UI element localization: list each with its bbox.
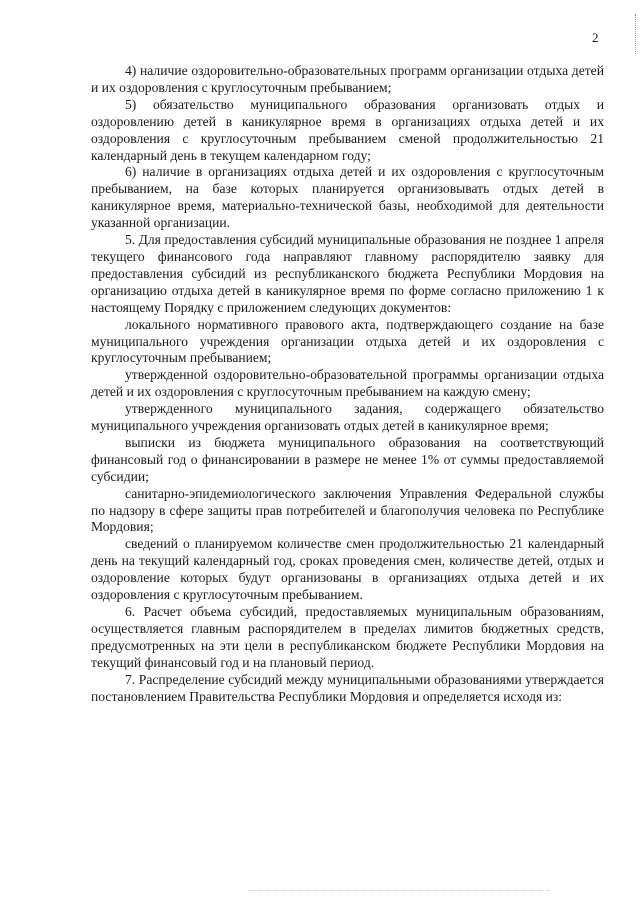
paragraph-clause-5: 5. Для предоставления субсидий муниципальные образования не позднее 1 апреля текущего финансового года направляют главному распорядителю заявку для предоставления субсидий из республиканского бюджета Республики Мордовия на организацию отдыха детей в каникулярное время по форме согласно приложению 1 к настоящему Порядку с приложением следующих документов: (91, 232, 604, 315)
scan-edge-marks (632, 14, 636, 54)
paragraph-item-5: 5) обязательство муниципального образования организовать отдых и оздоровлению детей в каникулярное время в организациях отдыха детей и их оздоровления с круглосуточным пребыванием сменой продолжительностью 21 календарный день в текущем календарном году; (91, 96, 604, 163)
paragraph-item-4: 4) наличие оздоровительно-образовательных программ организации отдыха детей и их оздоровления с круглосуточным пребыванием; (91, 63, 604, 95)
paragraph-document-local-act: локального нормативного правового акта, подтверждающего создание на базе муниципального учреждения организации отдыха детей и их оздоровления с круглосуточным пребыванием; (91, 316, 604, 366)
scan-bottom-specks (250, 890, 550, 892)
document-body (91, 63, 604, 705)
paragraph-clause-7: 7. Распределение субсидий между муниципальными образованиями утверждается постановлением Правительства Республики Мордовия и определяется исходя из: (91, 671, 604, 704)
paragraph-clause-6: 6. Расчет объема субсидий, предоставляемых муниципальным образованиям, осуществляется главным распорядителем в пределах лимитов бюджетных средств, предусмотренных на эти цели в республиканском бюджете Республики Мордовия на текущий финансовый год и на плановый период. (91, 604, 604, 670)
paragraph-item-6: 6) наличие в организациях отдыха детей и их оздоровления с круглосуточным пребыванием, на базе которых планируется организовывать отдых детей в каникулярное время, материально-технической базы, необходимой для деятельности указанной организации. (91, 164, 604, 231)
page-number: 2 (592, 30, 599, 45)
paragraph-document-sanitary-conclusion: санитарно-эпидемиологического заключения Управления Федеральной службы по надзору в сфере защиты прав потребителей и благополучия человека по Республике Мордовия; (91, 485, 604, 535)
paragraph-document-municipal-task: утвержденного муниципального задания, содержащего обязательство муниципального учреждения организовать отдых детей в каникулярное время; (91, 401, 604, 434)
paragraph-document-budget-extract: выписки из бюджета муниципального образования на соответствующий финансовый год о финансировании в размере не менее 1% от суммы предоставляемой субсидии; (91, 434, 604, 484)
paragraph-document-program: утвержденной оздоровительно-образовательной программы организации отдыха детей и их оздоровления с круглосуточным пребыванием на каждую смену; (91, 367, 604, 400)
paragraph-document-shift-info: сведений о планируемом количестве смен продолжительностью 21 календарный день на текущий календарный год, сроках проведения смен, количестве детей, отдых и оздоровление которых будут организованы в организациях отдыха детей и их оздоровления с круглосуточным пребыванием. (91, 536, 604, 603)
